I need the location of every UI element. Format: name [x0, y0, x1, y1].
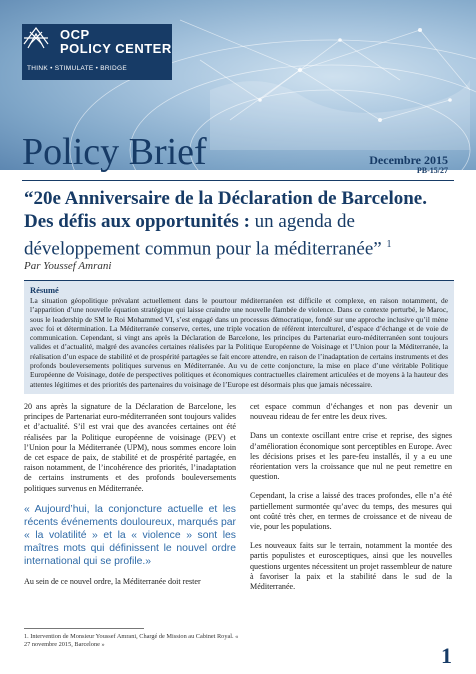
logo-line2: POLICY CENTER [60, 41, 172, 56]
abstract-heading: Résumé [30, 285, 59, 295]
abstract-text: La situation géopolitique prévalant actuellement dans le pourtour méditerranéen est difficile et complexe, en raison notamment, de l’apparition d’une nouvelle équation stratégique qui laisse craindre une nouvelle flambée de violence. Dans ce contexte perturbé, le Maroc, sous le leadership de SM le Roi Mohammed VI, s’est engagé dans un processus démocratique, fondé sur une approche inclusive qu’il mène avec foi et détermination. La Méditerranée conserve, certes, une triple vocation de référent interculturel, d’espace d’échange et de voie de communication. Cependant, si vingt ans après la Déclaration de Barcelone, les principes du Partenariat euro-méditerranéen sont toujours valides et d’actualité, malgré des avancées certaines réalisées par la Politique Européenne de Voisinage et l’Union pour la Méditerranée, la réalisation d’un espace de stabilité et de prospérité partagées se fait encore attendre, en raison de l’inadaptation de certains instruments et des profonds bouleversements politiques survenus en Méditerranée. Au vu de cette conjoncture, la mise en place d’une véritable Politique Européenne de Voisinage, dotée de perspectives politiques et économiques contractuelles clairement articulées et de moyens à la hauteur des attentes légitimes et des priorités des partenaires du voisinage de l’Europe est désormais plus que jamais nécessaire. [30, 296, 448, 389]
logo-line1: OCP [60, 27, 90, 42]
pull-quote: « Aujourd’hui, la conjoncture actuelle et les récents événements douloureux, marqués par « la volatilité » et la « violence » sont les maîtres mots qui définissent le nouvel ordre international qui se profile.» [24, 503, 236, 567]
paragraph: 20 ans après la signature de la Déclaration de Barcelone, les principes de Partenariat euro-méditerranéen sont toujours valides et d’actualité. S’il est vrai que des avancées certaines ont été réalisées par la Politique européenne de voisinage (PEV) et l’Union pour la Méditerranée (UPM), nous sommes encore loin de cet espace de paix, de stabilité et de prospérité partagée, en raison notamment, de l’incohérence des priorités, l’inadaptation de certains instruments et des profonds bouleversements politiques survenus en Méditerranée. [24, 402, 236, 493]
header-divider [22, 180, 454, 181]
paragraph: Cependant, la crise a laissé des traces profondes, elle n’a été partiellement surmontée qu’avec du temps, des mesures qui ont coûté très cher, en termes de croissance et de niveau de vie, pour les populations. [250, 491, 452, 532]
paragraph: Les nouveaux faits sur le terrain, notamment la montée des partis populistes et eurosceptiques, ainsi que les nouvelles questions urgentes nécessitent un projet rassembleur de nature à favoriser la paix et la stabilité dans le sud de la Méditerranée. [250, 541, 452, 592]
headline-footnote-ref: 1 [386, 239, 392, 250]
headline-bold: “20e Anniversaire de la Déclaration de Barcelone. Des défis aux opportunités : [24, 188, 427, 232]
ocp-logo [22, 24, 172, 80]
paragraph: Au sein de ce nouvel ordre, la Méditerranée doit rester [24, 576, 201, 586]
headline-regular: un agenda de développement commun pour la méditerranée” [24, 211, 382, 260]
abstract-box [24, 280, 454, 394]
logo-mesh-icon [22, 24, 50, 52]
policy-brief-title: Policy Brief [22, 131, 207, 173]
issue-date: Decembre 2015 [369, 153, 448, 167]
issue-reference: PB-15/27 [416, 166, 448, 175]
logo-tagline: THINK • STIMULATE • BRIDGE [27, 65, 127, 72]
paragraph: Dans un contexte oscillant entre crise et reprise, des signes d’amélioration économique sont perceptibles en Europe. Avec les décisions prises et les pare-feu installés, il y a eu une réorientation vers la croissance que nul ne peut remettre en question. [250, 431, 452, 482]
author-byline: Par Youssef Amrani [24, 260, 112, 272]
paragraph: cet espace commun d’échanges et non pas devenir un nouveau rideau de fer entre les deux rives. [250, 402, 452, 422]
footnote-divider [24, 628, 144, 629]
right-column [250, 402, 452, 601]
article-headline [24, 187, 454, 260]
footnote: 1. Intervention de Monsieur Youssef Amrani, Chargé de Mission au Cabinet Royal. « 27 novembre 2015, Barcelone » [24, 633, 239, 648]
page-number: 1 [441, 643, 452, 668]
left-column [24, 402, 236, 596]
